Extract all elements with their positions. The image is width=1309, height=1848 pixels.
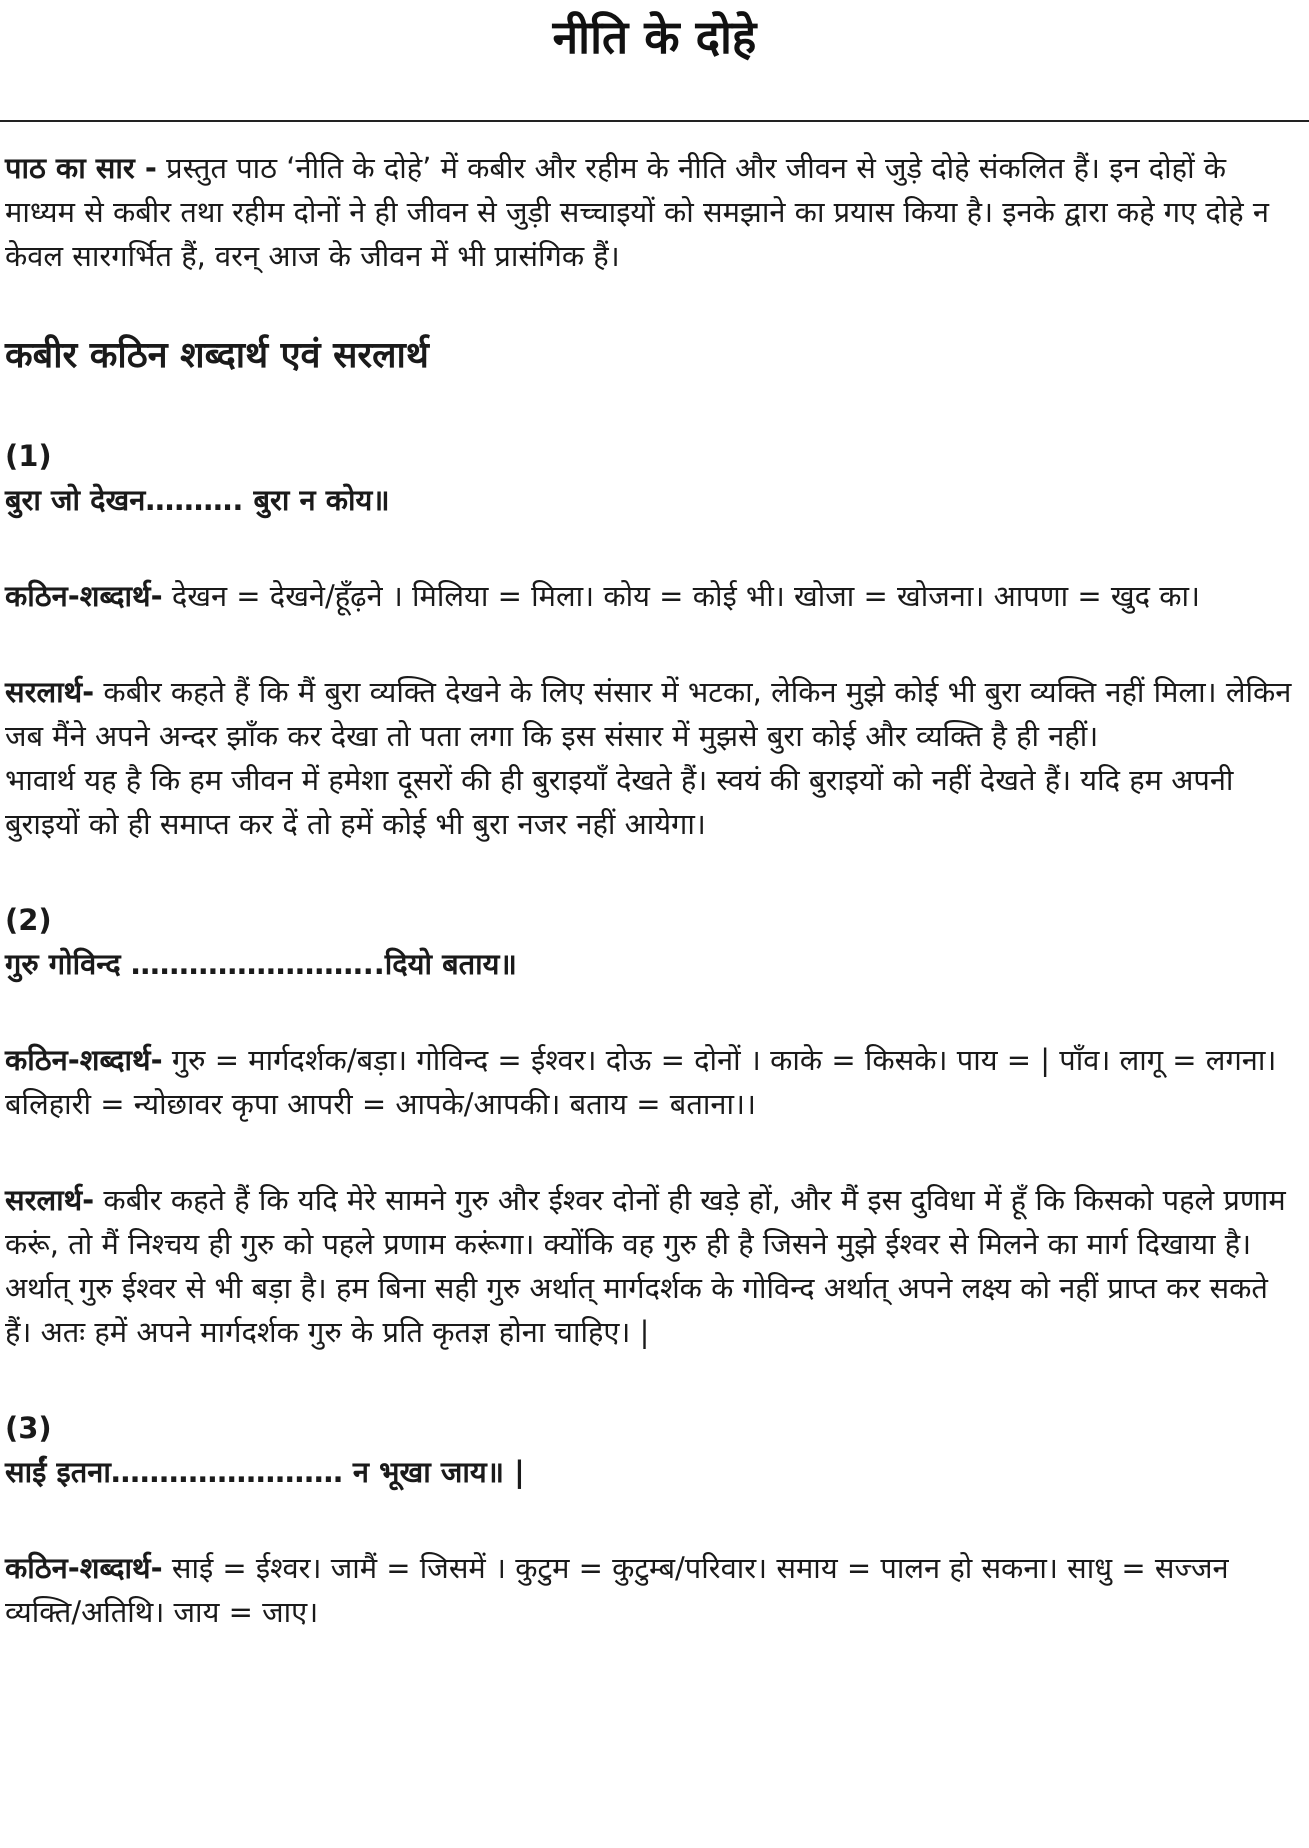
doha-number: (1) (5, 439, 52, 473)
saralarth-paragraph (5, 670, 1295, 758)
shabdarth-label: कठिन-शब्दार्थ- (5, 1551, 163, 1585)
saralarth-label: सरलार्थ- (5, 675, 95, 709)
doha-line: बुरा जो देखन………. बुरा न कोय॥ (5, 483, 390, 517)
document-content (5, 146, 1295, 1634)
doha-line: साईं इतना…………………… न भूखा जाय॥ | (5, 1455, 525, 1489)
saralarth-label: सरलार्थ- (5, 1183, 95, 1217)
shabdarth-text: गुरु = मार्गदर्शक/बड़ा। गोविन्द = ईश्वर। दोऊ = दोनों । काके = किसके। पाय = | पाँव। लागू = लगना। बलिहारी = न्योछावर कृपा आपरी = आपके/आपकी। बताय = बताना।। (5, 1043, 1277, 1121)
intro-label: पाठ का सार - (5, 151, 157, 185)
saralarth-text: कबीर कहते हैं कि यदि मेरे सामने गुरु और ईश्वर दोनों ही खड़े हों, और मैं इस दुविधा में हूँ कि किसको पहले प्रणाम करूं, तो मैं निश्चय ही गुरु को पहले प्रणाम करूंगा। क्योंकि वह गुरु ही है जिसने मुझे ईश्वर से मिलने का मार्ग दिखाया है। अर्थात् गुरु ईश्वर से भी बड़ा है। हम बिना सही गुरु अर्थात् मार्गदर्शक के गोविन्द अर्थात् अपने लक्ष्य को नहीं प्राप्त कर सकते हैं। अतः हमें अपने मार्गदर्शक गुरु के प्रति कृतज्ञ होना चाहिए। | (5, 1183, 1286, 1349)
doha-block-2 (5, 898, 1295, 986)
doha-number: (2) (5, 903, 52, 937)
shabdarth-paragraph (5, 1038, 1295, 1126)
shabdarth-label: कठिन-शब्दार्थ- (5, 1043, 163, 1077)
shabdarth-paragraph (5, 1546, 1295, 1634)
doha-block-3 (5, 1406, 1295, 1494)
shabdarth-label: कठिन-शब्दार्थ- (5, 579, 163, 613)
doha-line: गुरु गोविन्द ……………………..दियो बताय॥ (5, 947, 517, 981)
bhavarth-paragraph: भावार्थ यह है कि हम जीवन में हमेशा दूसरों की ही बुराइयाँ देखते हैं। स्वयं की बुराइयों को नहीं देखते हैं। यदि हम अपनी बुराइयों को ही समाप्त कर दें तो हमें कोई भी बुरा नजर नहीं आयेगा। (5, 763, 1234, 841)
doha-number: (3) (5, 1411, 52, 1445)
intro-text: प्रस्तुत पाठ ‘नीति के दोहे’ में कबीर और रहीम के नीति और जीवन से जुड़े दोहे संकलित हैं। इन दोहों के माध्यम से कबीर तथा रहीम दोनों ने ही जीवन से जुड़ी सच्चाइयों को समझाने का प्रयास किया है। इनके द्वारा कहे गए दोहे न केवल सारगर्भित हैं, वरन् आज के जीवन में भी प्रासंगिक हैं। (5, 151, 1269, 273)
title-divider (0, 120, 1309, 122)
shabdarth-paragraph (5, 574, 1295, 618)
intro-paragraph (5, 146, 1295, 278)
page-title: नीति के दोहे (552, 10, 757, 64)
saralarth-paragraph (5, 1178, 1295, 1354)
saralarth-text: कबीर कहते हैं कि मैं बुरा व्यक्ति देखने के लिए संसार में भटका, लेकिन मुझे कोई भी बुरा व्यक्ति नहीं मिला। लेकिन जब मैंने अपने अन्दर झाँक कर देखा तो पता लगा कि इस संसार में मुझसे बुरा कोई और व्यक्ति है ही नहीं। (5, 675, 1292, 753)
section-heading: कबीर कठिन शब्दार्थ एवं सरलार्थ (5, 335, 429, 376)
doha-block-1 (5, 434, 1295, 522)
shabdarth-text: देखन = देखने/हूँढ़ने । मिलिया = मिला। कोय = कोई भी। खोजा = खोजना। आपणा = खुद का। (162, 579, 1201, 613)
shabdarth-text: साई = ईश्वर। जामैं = जिसमें । कुटुम = कुटुम्ब/परिवार। समाय = पालन हो सकना। साधु = सज्जन व्यक्ति/अतिथि। जाय = जाए। (5, 1551, 1229, 1629)
